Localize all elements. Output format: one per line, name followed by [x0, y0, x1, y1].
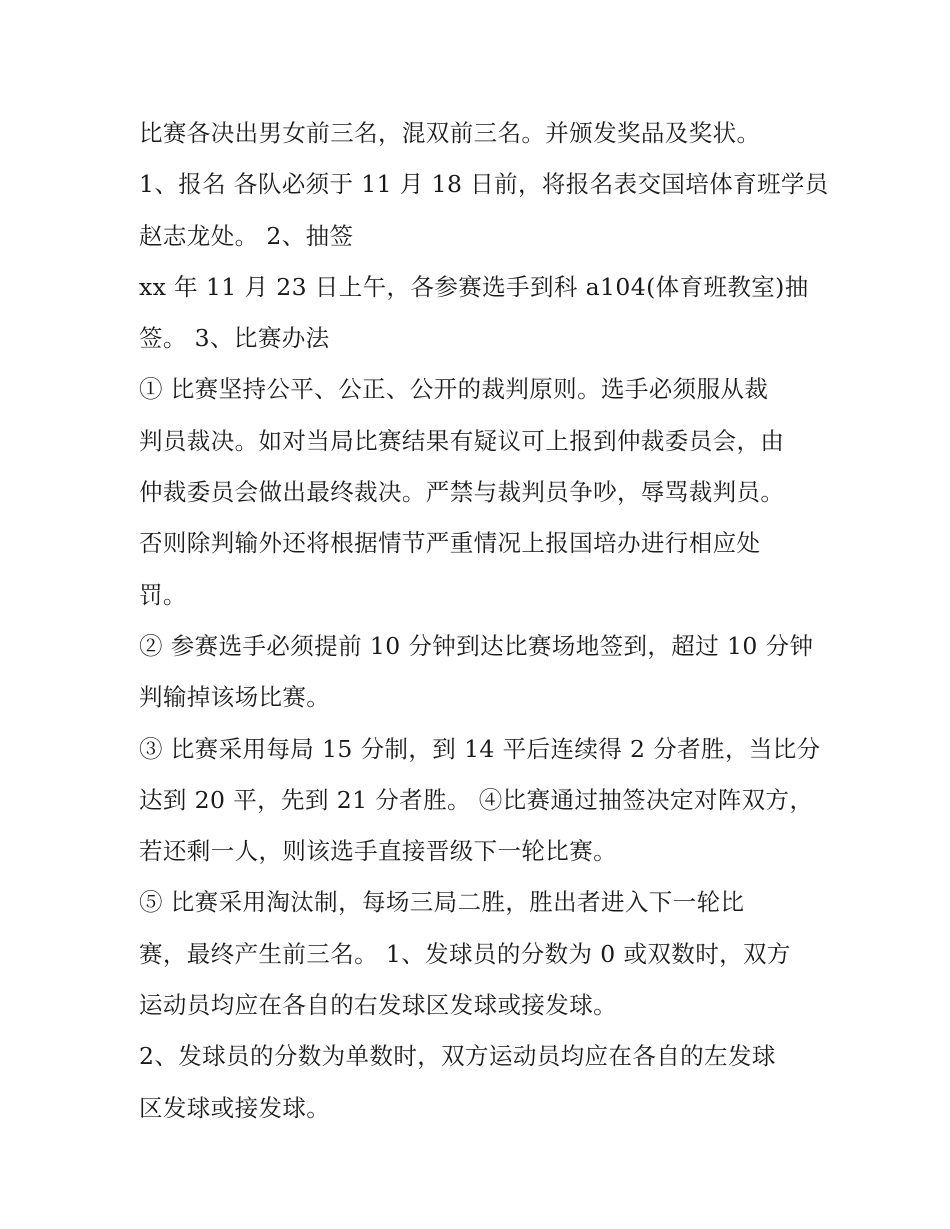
text-line: 比赛各决出男女前三名，混双前三名。并颁发奖品及奖状。: [139, 119, 761, 147]
text-line: 达到 20 平，先到 21 分者胜。 ④比赛通过抽签决定对阵双方，: [139, 785, 814, 814]
text-line: 2、发球员的分数为单数时，双方运动员均应在各自的左发球: [139, 1042, 776, 1071]
text-line: ② 参赛选手必须提前 10 分钟到达比赛场地签到，超过 10 分钟: [139, 631, 814, 660]
document-body: [139, 108, 839, 1134]
text-line: xx 年 11 月 23 日上午，各参赛选手到科 a104(体育班教室)抽: [139, 272, 809, 301]
text-line: ⑤ 比赛采用淘汰制，每场三局二胜，胜出者进入下一轮比: [139, 888, 745, 917]
text-line: 仲裁委员会做出最终裁决。严禁与裁判员争吵，辱骂裁判员。: [139, 478, 785, 507]
text-line: 签。 3、比赛办法: [139, 324, 330, 353]
text-line: 若还剩一人，则该选手直接晋级下一轮比赛。: [139, 837, 617, 866]
text-line: 运动员均应在各自的右发球区发球或接发球。: [139, 991, 617, 1020]
text-line: 判输掉该场比赛。: [139, 683, 331, 712]
text-line: 区发球或接发球。: [139, 1093, 331, 1122]
text-line: 罚。: [139, 580, 187, 609]
text-line: 1、报名 各队必须于 11 月 18 日前，将报名表交国培体育班学员: [139, 170, 829, 199]
text-line: ③ 比赛采用每局 15 分制，到 14 平后连续得 2 分者胜，当比分: [139, 734, 821, 763]
text-line: 判员裁决。如对当局比赛结果有疑议可上报到仲裁委员会，由: [139, 426, 785, 455]
text-line: ① 比赛坚持公平、公正、公开的裁判原则。选手必须服从裁: [139, 375, 769, 404]
text-line: 赛，最终产生前三名。 1、发球员的分数为 0 或双数时，双方: [139, 939, 791, 968]
text-line: 赵志龙处。 2、抽签: [139, 221, 354, 250]
text-line: 否则除判输外还将根据情节严重情况上报国培办进行相应处: [139, 529, 761, 558]
